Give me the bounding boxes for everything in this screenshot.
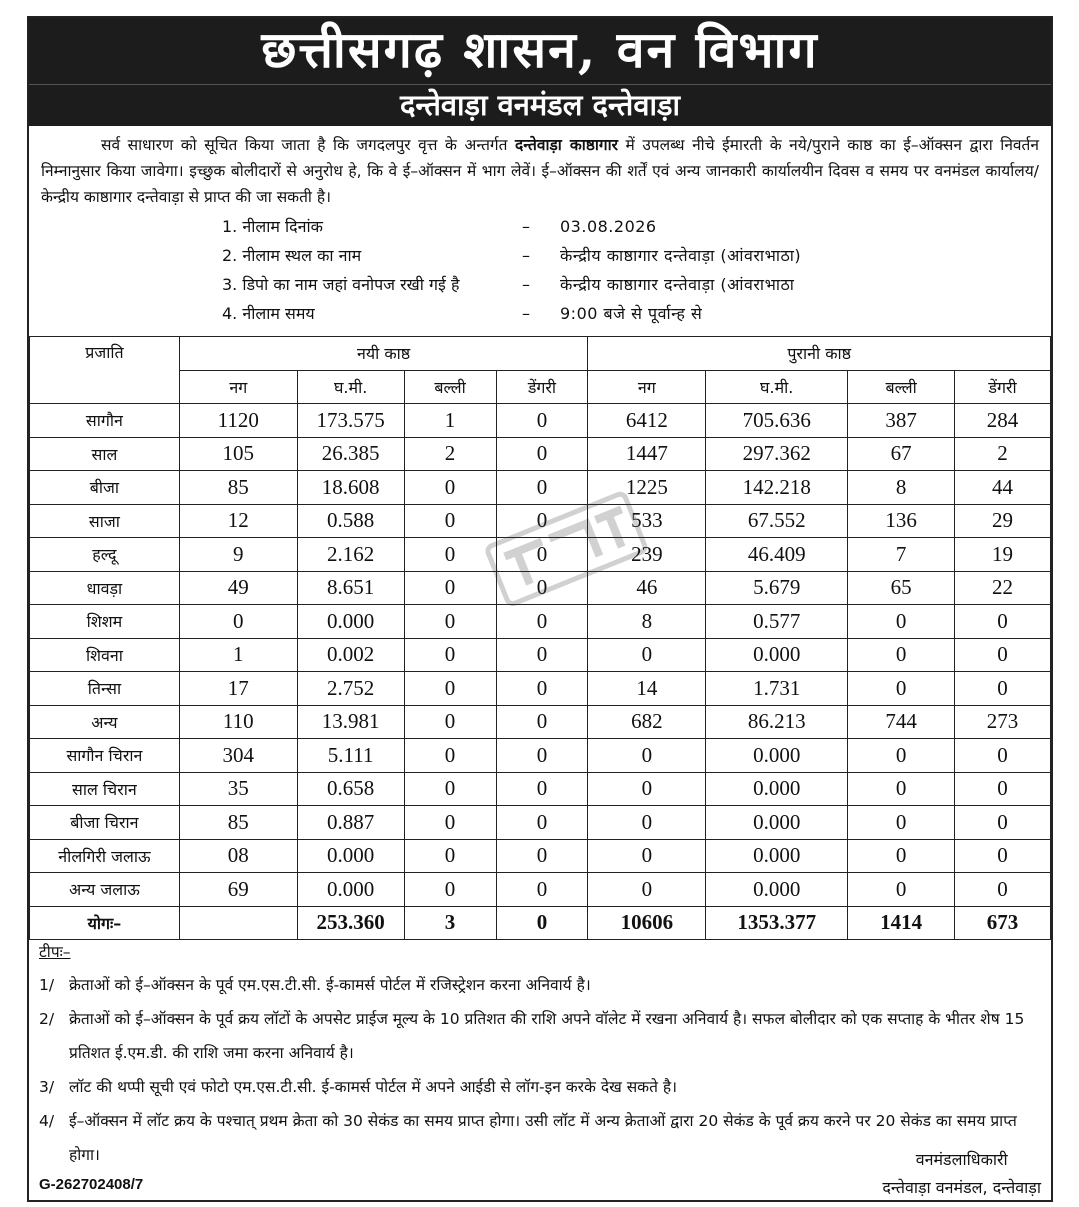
note-number: 3/	[39, 1078, 55, 1096]
table-cell: 0.000	[297, 873, 404, 907]
table-cell: 0	[955, 605, 1051, 639]
table-cell: 0.000	[706, 806, 848, 840]
table-cell: 29	[955, 504, 1051, 538]
table-cell: 1353.377	[706, 906, 848, 940]
subheader-cell: बल्ली	[404, 370, 496, 404]
table-cell: 0	[496, 705, 588, 739]
table-cell: 304	[179, 739, 297, 773]
table-cell: 173.575	[297, 404, 404, 438]
table-cell: 0	[404, 873, 496, 907]
table-cell: 0	[404, 806, 496, 840]
table-cell: 0	[588, 839, 706, 873]
detail-sep: –	[522, 246, 530, 265]
species-header: प्रजाति	[30, 337, 180, 404]
old-wood-header: पुरानी काष्ठ	[588, 337, 1051, 371]
detail-value: 9:00 बजे से पूर्वान्ह से	[560, 304, 703, 323]
table-row	[30, 705, 1051, 739]
table-cell: 0	[496, 605, 588, 639]
intro-paragraph	[29, 126, 1051, 210]
species-name: शिवना	[30, 638, 180, 672]
table-cell: 0	[404, 605, 496, 639]
table-cell	[179, 906, 297, 940]
table-cell: 2.162	[297, 538, 404, 572]
table-cell: 0	[404, 471, 496, 505]
table-row	[30, 672, 1051, 706]
table-cell: 26.385	[297, 437, 404, 471]
table-cell: 0	[848, 772, 955, 806]
table-cell: 46	[588, 571, 706, 605]
table-cell: 0.577	[706, 605, 848, 639]
table-cell: 67.552	[706, 504, 848, 538]
species-name: बीजा	[30, 471, 180, 505]
species-name: बीजा चिरान	[30, 806, 180, 840]
table-cell: 0	[496, 873, 588, 907]
detail-key: 3. डिपो का नाम जहां वनोपज रखी गई है	[222, 275, 460, 294]
table-cell: 0	[496, 672, 588, 706]
subheader-cell: नग	[179, 370, 297, 404]
table-cell: 35	[179, 772, 297, 806]
species-name: धावड़ा	[30, 571, 180, 605]
table-cell: 8.651	[297, 571, 404, 605]
table-cell: 744	[848, 705, 955, 739]
table-cell: 1414	[848, 906, 955, 940]
table-cell: 6412	[588, 404, 706, 438]
table-cell: 2	[955, 437, 1051, 471]
detail-value: केन्द्रीय काष्ठागार दन्तेवाड़ा (आंवराभाठा	[560, 275, 795, 294]
table-cell: 0	[404, 739, 496, 773]
notice-title: छत्तीसगढ़ शासन, वन विभाग	[29, 18, 1051, 84]
table-cell: 3	[404, 906, 496, 940]
detail-value: केन्द्रीय काष्ठागार दन्तेवाड़ा (आंवराभाठा)	[560, 246, 802, 265]
note-item	[39, 1070, 1044, 1104]
table-cell: 22	[955, 571, 1051, 605]
subheader-cell: घ.मी.	[297, 370, 404, 404]
table-cell: 0	[588, 638, 706, 672]
table-cell: 67	[848, 437, 955, 471]
species-name: तिन्सा	[30, 672, 180, 706]
detail-value: 03.08.2026	[560, 217, 657, 236]
table-cell: 0	[588, 772, 706, 806]
table-cell: 682	[588, 705, 706, 739]
table-cell: 0	[955, 772, 1051, 806]
table-cell: 1.731	[706, 672, 848, 706]
table-cell: 0	[848, 873, 955, 907]
table-cell: 0	[496, 538, 588, 572]
notes-title: टीपः–	[39, 943, 71, 961]
table-cell: 0.000	[706, 772, 848, 806]
species-name: हल्दू	[30, 538, 180, 572]
table-cell: 0	[848, 672, 955, 706]
table-cell: 239	[588, 538, 706, 572]
table-cell: 0	[955, 672, 1051, 706]
table-cell: 0.002	[297, 638, 404, 672]
table-cell: 0.000	[706, 739, 848, 773]
table-body	[30, 404, 1051, 940]
table-cell: 08	[179, 839, 297, 873]
table-cell: 0	[496, 471, 588, 505]
timber-table	[29, 336, 1051, 940]
table-header-row	[30, 337, 1051, 371]
signature-designation: वनमंडलाधिकारी	[915, 1150, 1008, 1169]
table-cell: 0	[496, 772, 588, 806]
subheader-cell: डेंगरी	[955, 370, 1051, 404]
table-cell: 297.362	[706, 437, 848, 471]
table-cell: 85	[179, 471, 297, 505]
table-cell: 85	[179, 806, 297, 840]
table-row	[30, 638, 1051, 672]
table-cell: 0	[955, 739, 1051, 773]
table-cell: 14	[588, 672, 706, 706]
table-cell: 0	[496, 806, 588, 840]
subheader-cell: डेंगरी	[496, 370, 588, 404]
table-cell: 0.000	[297, 605, 404, 639]
detail-row	[222, 212, 1051, 241]
table-row	[30, 873, 1051, 907]
table-cell: 284	[955, 404, 1051, 438]
table-cell: 0	[496, 571, 588, 605]
table-row	[30, 605, 1051, 639]
table-row	[30, 404, 1051, 438]
table-cell: 19	[955, 538, 1051, 572]
species-name: नीलगिरी जलाऊ	[30, 839, 180, 873]
table-row	[30, 437, 1051, 471]
table-cell: 0	[404, 538, 496, 572]
detail-row	[222, 241, 1051, 270]
detail-row	[222, 270, 1051, 299]
table-cell: 0	[404, 672, 496, 706]
table-cell: 13.981	[297, 705, 404, 739]
table-cell: 0.000	[706, 638, 848, 672]
note-text: ई–ऑक्सन में लॉट क्रय के पश्चात् प्रथम क्रेता को 30 सेकंड का समय प्राप्त होगा। उसी लॉट में अन्य क्रेताओं द्वारा 20 सेकंड के पूर्व क्रय करने पर 20 सेकंड का समय प्राप्त होगा।	[69, 1112, 1017, 1164]
signature-office: दन्तेवाड़ा वनमंडल, दन्तेवाड़ा	[882, 1178, 1041, 1197]
table-cell: 0	[496, 504, 588, 538]
table-cell: 0.658	[297, 772, 404, 806]
table-cell: 0	[496, 437, 588, 471]
detail-sep: –	[522, 275, 530, 294]
total-row	[30, 906, 1051, 940]
note-number: 1/	[39, 976, 55, 994]
detail-key: 4. नीलाम समय	[222, 304, 315, 323]
table-cell: 136	[848, 504, 955, 538]
ad-code: G-262702408/7	[39, 1176, 144, 1193]
table-cell: 8	[848, 471, 955, 505]
subheader-cell: बल्ली	[848, 370, 955, 404]
species-name: साल चिरान	[30, 772, 180, 806]
species-name: अन्य	[30, 705, 180, 739]
table-cell: 0.588	[297, 504, 404, 538]
table-cell: 12	[179, 504, 297, 538]
table-cell: 49	[179, 571, 297, 605]
table-cell: 0	[588, 873, 706, 907]
notes-list	[39, 968, 1044, 1172]
table-cell: 2.752	[297, 672, 404, 706]
table-cell: 253.360	[297, 906, 404, 940]
table-cell: 533	[588, 504, 706, 538]
table-cell: 0	[955, 638, 1051, 672]
table-row	[30, 538, 1051, 572]
table-cell: 69	[179, 873, 297, 907]
table-cell: 387	[848, 404, 955, 438]
table-cell: 9	[179, 538, 297, 572]
detail-sep: –	[522, 304, 530, 323]
detail-row	[222, 299, 1051, 328]
table-cell: 0	[848, 806, 955, 840]
note-item	[39, 968, 1044, 1002]
table-cell: 673	[955, 906, 1051, 940]
species-name: सागौन	[30, 404, 180, 438]
note-text: क्रेताओं को ई–ऑक्सन के पूर्व एम.एस.टी.सी. ई-कामर्स पोर्टल में रजिस्ट्रेशन करना अनिवार्य है।	[69, 976, 591, 994]
table-cell: 1	[179, 638, 297, 672]
table-cell: 0	[404, 571, 496, 605]
table-cell: 1120	[179, 404, 297, 438]
table-cell: 1225	[588, 471, 706, 505]
table-cell: 105	[179, 437, 297, 471]
notice-subtitle: दन्तेवाड़ा वनमंडल दन्तेवाड़ा	[29, 84, 1051, 126]
table-row	[30, 772, 1051, 806]
table-cell: 17	[179, 672, 297, 706]
detail-key: 2. नीलाम स्थल का नाम	[222, 246, 362, 265]
table-cell: 273	[955, 705, 1051, 739]
table-cell: 0	[496, 839, 588, 873]
subheader-cell: नग	[588, 370, 706, 404]
species-name: शिशम	[30, 605, 180, 639]
table-cell: 0	[404, 705, 496, 739]
table-row	[30, 739, 1051, 773]
notes-section	[39, 940, 1044, 1172]
new-wood-header: नयी काष्ठ	[179, 337, 588, 371]
table-cell: 0	[588, 739, 706, 773]
note-item	[39, 1002, 1044, 1070]
table-cell: 46.409	[706, 538, 848, 572]
table-cell: 0	[404, 839, 496, 873]
note-number: 2/	[39, 1010, 55, 1028]
table-cell: 7	[848, 538, 955, 572]
table-cell: 0.887	[297, 806, 404, 840]
species-name: अन्य जलाऊ	[30, 873, 180, 907]
note-text: क्रेताओं को ई–ऑक्सन के पूर्व क्रय लॉटों के अपसेट प्राईज मूल्य के 10 प्रतिशत की राशि अपने वॉलेट में रखना अनिवार्य है। सफल बोलीदार को एक सप्ताह के भीतर शेष 15 प्रतिशत ई.एम.डी. की राशि जमा करना अनिवार्य है।	[69, 1010, 1025, 1062]
table-row	[30, 571, 1051, 605]
intro-text-bold: दन्तेवाड़ा काष्ठागार	[515, 136, 618, 154]
table-cell: 1	[404, 404, 496, 438]
species-name: सागौन चिरान	[30, 739, 180, 773]
note-text: लॉट की थप्पी सूची एवं फोटो एम.एस.टी.सी. ई-कामर्स पोर्टल में अपने आईडी से लॉग-इन करके देख सकते है।	[69, 1078, 677, 1096]
note-number: 4/	[39, 1112, 55, 1130]
table-cell: 0	[404, 772, 496, 806]
intro-text-1: सर्व साधारण को सूचित किया जाता है कि जगदलपुर वृत्त के अन्तर्गत	[101, 136, 516, 154]
table-cell: 142.218	[706, 471, 848, 505]
table-cell: 0	[848, 739, 955, 773]
table-cell: 10606	[588, 906, 706, 940]
table-cell: 0	[588, 806, 706, 840]
table-row	[30, 806, 1051, 840]
table-row	[30, 839, 1051, 873]
table-cell: 0	[496, 739, 588, 773]
signature-block	[882, 1146, 1041, 1202]
subheader-cell: घ.मी.	[706, 370, 848, 404]
table-cell: 0	[848, 638, 955, 672]
detail-sep: –	[522, 217, 530, 236]
table-cell: 5.679	[706, 571, 848, 605]
intro-text-2: में उपलब्ध नीचे ईमारती के नये/पुराने काष्ठ का ई–ऑक्सन द्वारा निवर्तन निम्नानुसार किया जावेगा। इच्छुक बोलीदारों से अनुरोध हे, कि वे ई–ऑक्सन में भाग लेवें। ई–ऑक्सन की शर्तें एवं अन्य जानकारी कार्यालयीन दिवस व समय पर वनमंडल कार्यालय/केन्द्रीय काष्ठागार दन्तेवाड़ा से प्राप्त की जा सकती है।	[41, 136, 1039, 206]
table-cell: 0	[955, 873, 1051, 907]
table-cell: 0.000	[706, 873, 848, 907]
table-cell: 0	[404, 504, 496, 538]
table-cell: 1447	[588, 437, 706, 471]
species-name: साजा	[30, 504, 180, 538]
table-row	[30, 471, 1051, 505]
species-name: योगः–	[30, 906, 180, 940]
table-cell: 0.000	[297, 839, 404, 873]
table-row	[30, 504, 1051, 538]
table-subheader-row	[30, 370, 1051, 404]
table-cell: 705.636	[706, 404, 848, 438]
table-cell: 65	[848, 571, 955, 605]
table-cell: 86.213	[706, 705, 848, 739]
table-cell: 110	[179, 705, 297, 739]
table-cell: 0	[955, 806, 1051, 840]
table-cell: 44	[955, 471, 1051, 505]
table-cell: 0	[848, 839, 955, 873]
table-cell: 0	[496, 638, 588, 672]
table-cell: 0.000	[706, 839, 848, 873]
notice-sheet	[27, 16, 1053, 1202]
auction-details	[222, 212, 1051, 328]
table-cell: 5.111	[297, 739, 404, 773]
table-cell: 0	[955, 839, 1051, 873]
detail-key: 1. नीलाम दिनांक	[222, 217, 323, 236]
table-cell: 2	[404, 437, 496, 471]
species-name: साल	[30, 437, 180, 471]
table-cell: 0	[848, 605, 955, 639]
table-cell: 0	[496, 906, 588, 940]
table-cell: 18.608	[297, 471, 404, 505]
table-cell: 0	[496, 404, 588, 438]
table-cell: 8	[588, 605, 706, 639]
table-cell: 0	[404, 638, 496, 672]
table-cell: 0	[179, 605, 297, 639]
